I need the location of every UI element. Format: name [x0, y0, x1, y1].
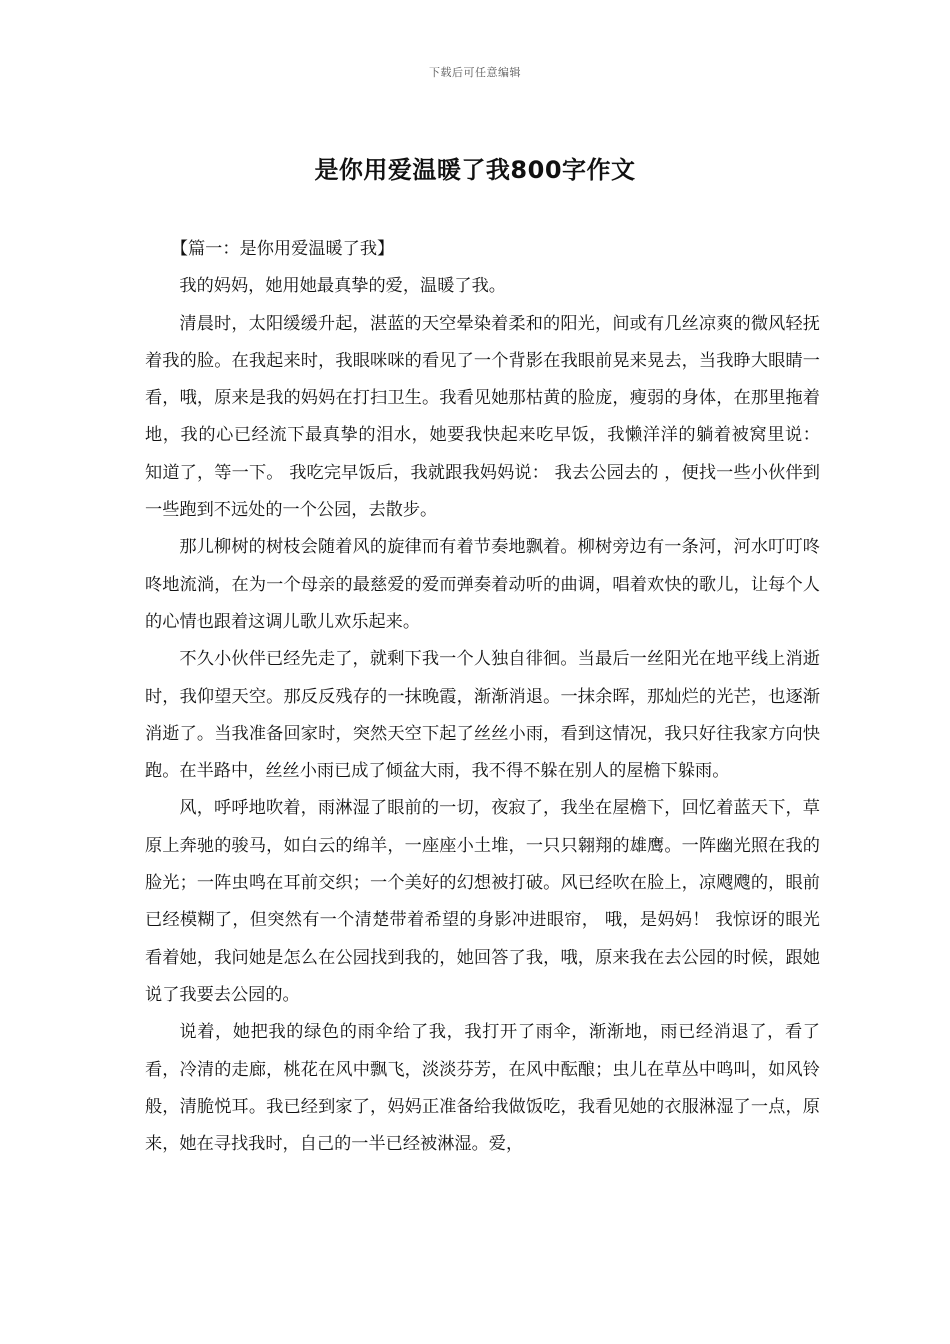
paragraph-5: 风，呼呼地吹着，雨淋湿了眼前的一切，夜寂了，我坐在屋檐下，回忆着蓝天下，草原上奔驰的骏马，如白云的绵羊，一座座小土堆，一只只翱翔的雄鹰。一阵幽光照在我的脸光；一阵虫鸣在耳前交织；一个美好的幻想被打破。风已经吹在脸上，凉飕飕的，眼前已经模糊了，但突然有一个清楚带着希望的身影冲进眼帘， 哦，是妈妈！ 我惊讶的眼光看着她，我问她是怎么在公园找到我的，她回答了我，哦，原来我在去公园的时候，跟她说了我要去公园的。 [145, 798, 820, 1005]
paragraph-2: 清晨时，太阳缓缓升起，湛蓝的天空晕染着柔和的阳光，间或有几丝凉爽的微风轻抚着我的脸。在我起来时，我眼咪咪的看见了一个背影在我眼前晃来晃去，当我睁大眼睛一看，哦，原来是我的妈妈在打扫卫生。我看见她那枯黄的脸庞，瘦弱的身体，在那里拖着地，我的心已经流下最真挚的泪水，她要我快起来吃早饭，我懒洋洋的躺着被窝里说： 知道了，等一下。 我吃完早饭后，我就跟我妈妈说： 我去公园去的 ，便找一些小伙伴到一些跑到不远处的一个公园，去散步。 [145, 313, 820, 521]
page-title: 是你用爱温暖了我800字作文 [314, 156, 636, 184]
paragraph-6: 说着，她把我的绿色的雨伞给了我，我打开了雨伞，渐渐地，雨已经消退了，看了看，冷清的走廊，桃花在风中飘飞，淡淡芬芳，在风中酝酿；虫儿在草丛中鸣叫，如风铃般，清脆悦耳。我已经到家了，妈妈正准备给我做饭吃，我看见她的衣服淋湿了一点，原来，她在寻找我时，自己的一半已经被淋湿。爱， [145, 1022, 820, 1155]
section-heading: 【篇一：是你用爱温暖了我】 [170, 239, 395, 259]
essay-body [145, 231, 820, 1163]
paragraph-1: 我的妈妈，她用她最真挚的爱，温暖了我。 [179, 276, 506, 297]
header-note: 下载后可任意编辑 [429, 66, 521, 79]
paragraph-3: 那儿柳树的树枝会随着风的旋律而有着节奏地飘着。柳树旁边有一条河，河水叮叮咚咚地流淌，在为一个母亲的最慈爱的爱而弹奏着动听的曲调，唱着欢快的歌儿，让每个人的心情也跟着这调儿歌儿欢乐起来。 [145, 537, 820, 632]
paragraph-4: 不久小伙伴已经先走了，就剩下我一个人独自徘徊。当最后一丝阳光在地平线上消逝时，我仰望天空。那反反残存的一抹晚霞，渐渐消退。一抹余晖，那灿烂的光芒，也逐渐消逝了。当我准备回家时，突然天空下起了丝丝小雨，看到这情况，我只好往我家方向快跑。在半路中，丝丝小雨已成了倾盆大雨，我不得不躲在别人的屋檐下躲雨。 [145, 649, 820, 782]
